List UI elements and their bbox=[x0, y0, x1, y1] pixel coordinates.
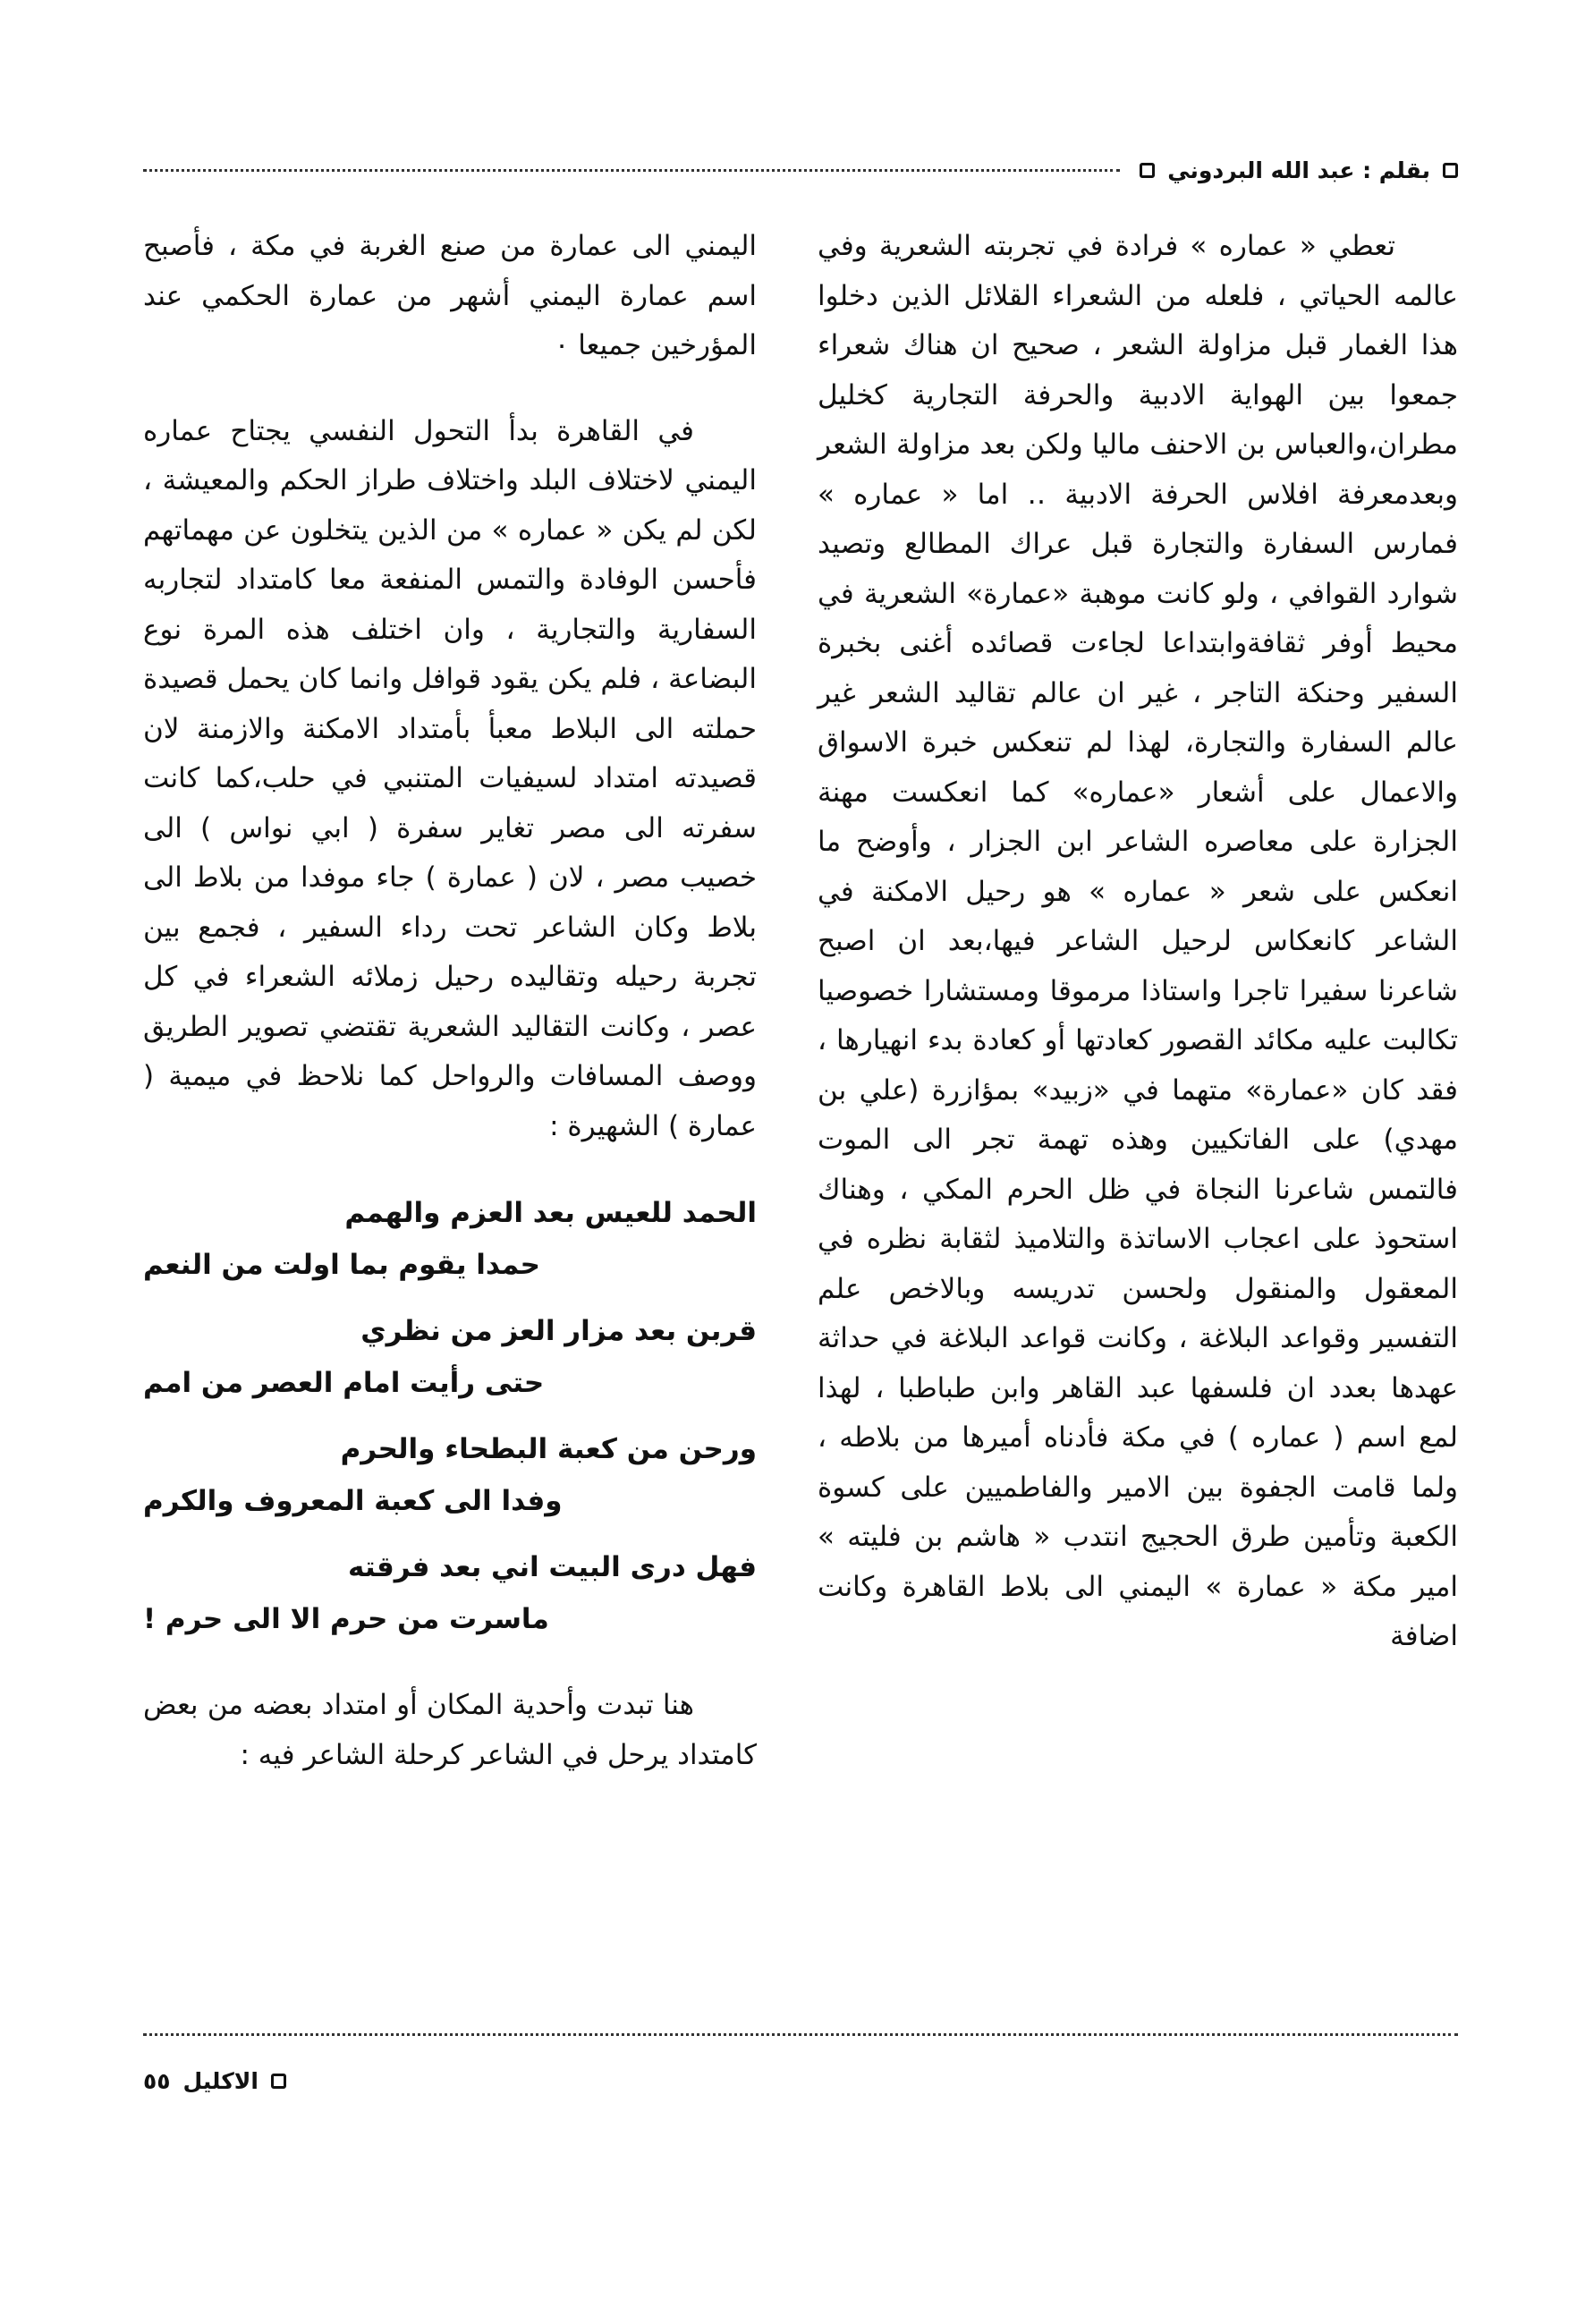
verse-second-hemistich: حتى رأيت امام العصر من امم bbox=[143, 1367, 545, 1399]
poem-verse bbox=[143, 1423, 757, 1527]
square-bullet-icon bbox=[271, 2074, 286, 2089]
verse-first-hemistich: ورحن من كعبة البطحاء والحرم bbox=[340, 1433, 757, 1465]
header-byline bbox=[1140, 157, 1458, 183]
body-paragraph: هنا تبدت وأحدية المكان أو امتداد بعضه من بعض كامتداد يرحل في الشاعر كرحلة الشاعر فيه : bbox=[143, 1689, 757, 1771]
poem bbox=[143, 1187, 757, 1645]
verse-first-hemistich: قربن بعد مزار العز من نظري bbox=[360, 1315, 757, 1347]
verse-first-hemistich: الحمد للعيس بعد العزم والهمم bbox=[344, 1197, 757, 1229]
verse-second-hemistich: وفدا الى كعبة المعروف والكرم bbox=[143, 1485, 563, 1517]
poem-verse bbox=[143, 1187, 757, 1291]
magazine-name: الاكليل bbox=[182, 2067, 259, 2094]
header-dotted-rule bbox=[143, 169, 1120, 172]
poem-verse bbox=[143, 1541, 757, 1645]
page-number: ٥٥ bbox=[143, 2067, 171, 2094]
square-bullet-icon bbox=[1443, 163, 1458, 178]
body-paragraph: اليمني الى عمارة من صنع الغربة في مكة ، فأصبح اسم عمارة اليمني أشهر من عمارة الحكمي عند المؤرخين جميعا ٠ bbox=[143, 230, 757, 361]
right-column bbox=[818, 222, 1458, 1662]
verse-second-hemistich: حمدا يقوم بما اولت من النعم bbox=[143, 1249, 540, 1281]
body-paragraph: تعطي « عماره » فرادة في تجربته الشعرية وفي عالمه الحياتي ، فلعله من الشعراء القلائل الذين دخلوا هذا الغمار قبل مزاولة الشعر ، صحيح ان هناك شعراء جمعوا بين الهواية الادبية والحرفة التجارية كخليل مطران،والعباس بن الاحنف ماليا ولكن بعد مزاولة الشعر وبعدمعرفة افلاس الحرفة الادبية ‥ اما « عماره » فمارس السفارة والتجارة قبل عراك المطالع وتصيد شوارد القوافي ، ولو كانت موهبة «عمارة» الشعرية في محيط أوفر ثقافةوابتداعا لجاءت قصائده أغنى بخبرة السفير وحنكة التاجر ، غير ان عالم تقاليد الشعر غير عالم السفارة والتجارة، لهذا لم تنعكس خبرة الاسواق والاعمال على أشعار «عماره» كما انعكست مهنة الجزارة على معاصره الشاعر ابن الجزار ، وأوضح ما انعكس على شعر « عماره » هو رحيل الامكنة في الشاعر كانعكاس لرحيل الشاعر فيها،بعد ان اصبح شاعرنا سفيرا تاجرا واستاذا مرموقا ومستشارا خصوصيا تكالبت عليه مكائد القصور كعادتها أو كعادة بدء انهيارها ، فقد كان «عمارة» متهما في «زبيد» بمؤازرة (علي بن مهدي) على الفاتكيين وهذه تهمة تجر الى الموت فالتمس شاعرنا النجاة في ظل الحرم المكي ، وهناك استحوذ على اعجاب الاساتذة والتلاميذ لثقابة نظره في المعقول والمنقول ولحسن تدريسه وبالاخص علم التفسير وقواعد البلاغة ، وكانت قواعد البلاغة في حداثة عهدها بعدد ان فلسفها عبد القاهر وابن طباطبا ، لهذا لمع اسم ( عماره ) في مكة فأدناه أميرها من بلاطه ، ولما قامت الجفوة بين الامير والفاطميين على كسوة الكعبة وتأمين طرق الحجيج انتدب « هاشم بن فليته » امير مكة « عمارة » اليمني الى بلاط القاهرة وكانت اضافة bbox=[818, 230, 1458, 1652]
body-paragraph: في القاهرة بدأ التحول النفسي يجتاح عماره اليمني لاختلاف البلد واختلاف طراز الحكم والمعيشة ، لكن لم يكن « عماره » من الذين يتخلون عن مهماتهم فأحسن الوفادة والتمس المنفعة معا كامتداد لتجاربه السفارية والتجارية ، وان اختلف هذه المرة نوع البضاعة ، فلم يكن يقود قوافل وانما كان يحمل قصيدة حملته الى البلاط معبأ بأمتداد الامكنة والازمنة لان قصيدته امتداد لسيفيات المتنبي في حلب،كما كانت سفرته الى مصر تغاير سفرة ( ابي نواس ) الى خصيب مصر ، لان ( عمارة ) جاء موفدا من بلاط الى بلاط وكان الشاعر تحت رداء السفير ، فجمع بين تجربة رحيله وتقاليده رحيل زملائه الشعراء في كل عصر ، وكانت التقاليد الشعرية تقتضي تصوير الطريق ووصف المسافات والرواحل كما نلاحظ في ميمية ( عمارة ) الشهيرة : bbox=[143, 414, 757, 1142]
verse-first-hemistich: فهل درى البيت اني بعد فرقته bbox=[348, 1551, 757, 1583]
author-byline: بقلم : عبد الله البردوني bbox=[1167, 157, 1430, 183]
footer bbox=[143, 2063, 286, 2099]
footer-dotted-rule bbox=[143, 2033, 1458, 2036]
poem-verse bbox=[143, 1305, 757, 1409]
header bbox=[143, 150, 1458, 190]
square-bullet-icon bbox=[1140, 163, 1155, 178]
left-column bbox=[143, 222, 757, 1780]
verse-second-hemistich: ماسرت من حرم الا الى حرم ! bbox=[143, 1603, 549, 1635]
